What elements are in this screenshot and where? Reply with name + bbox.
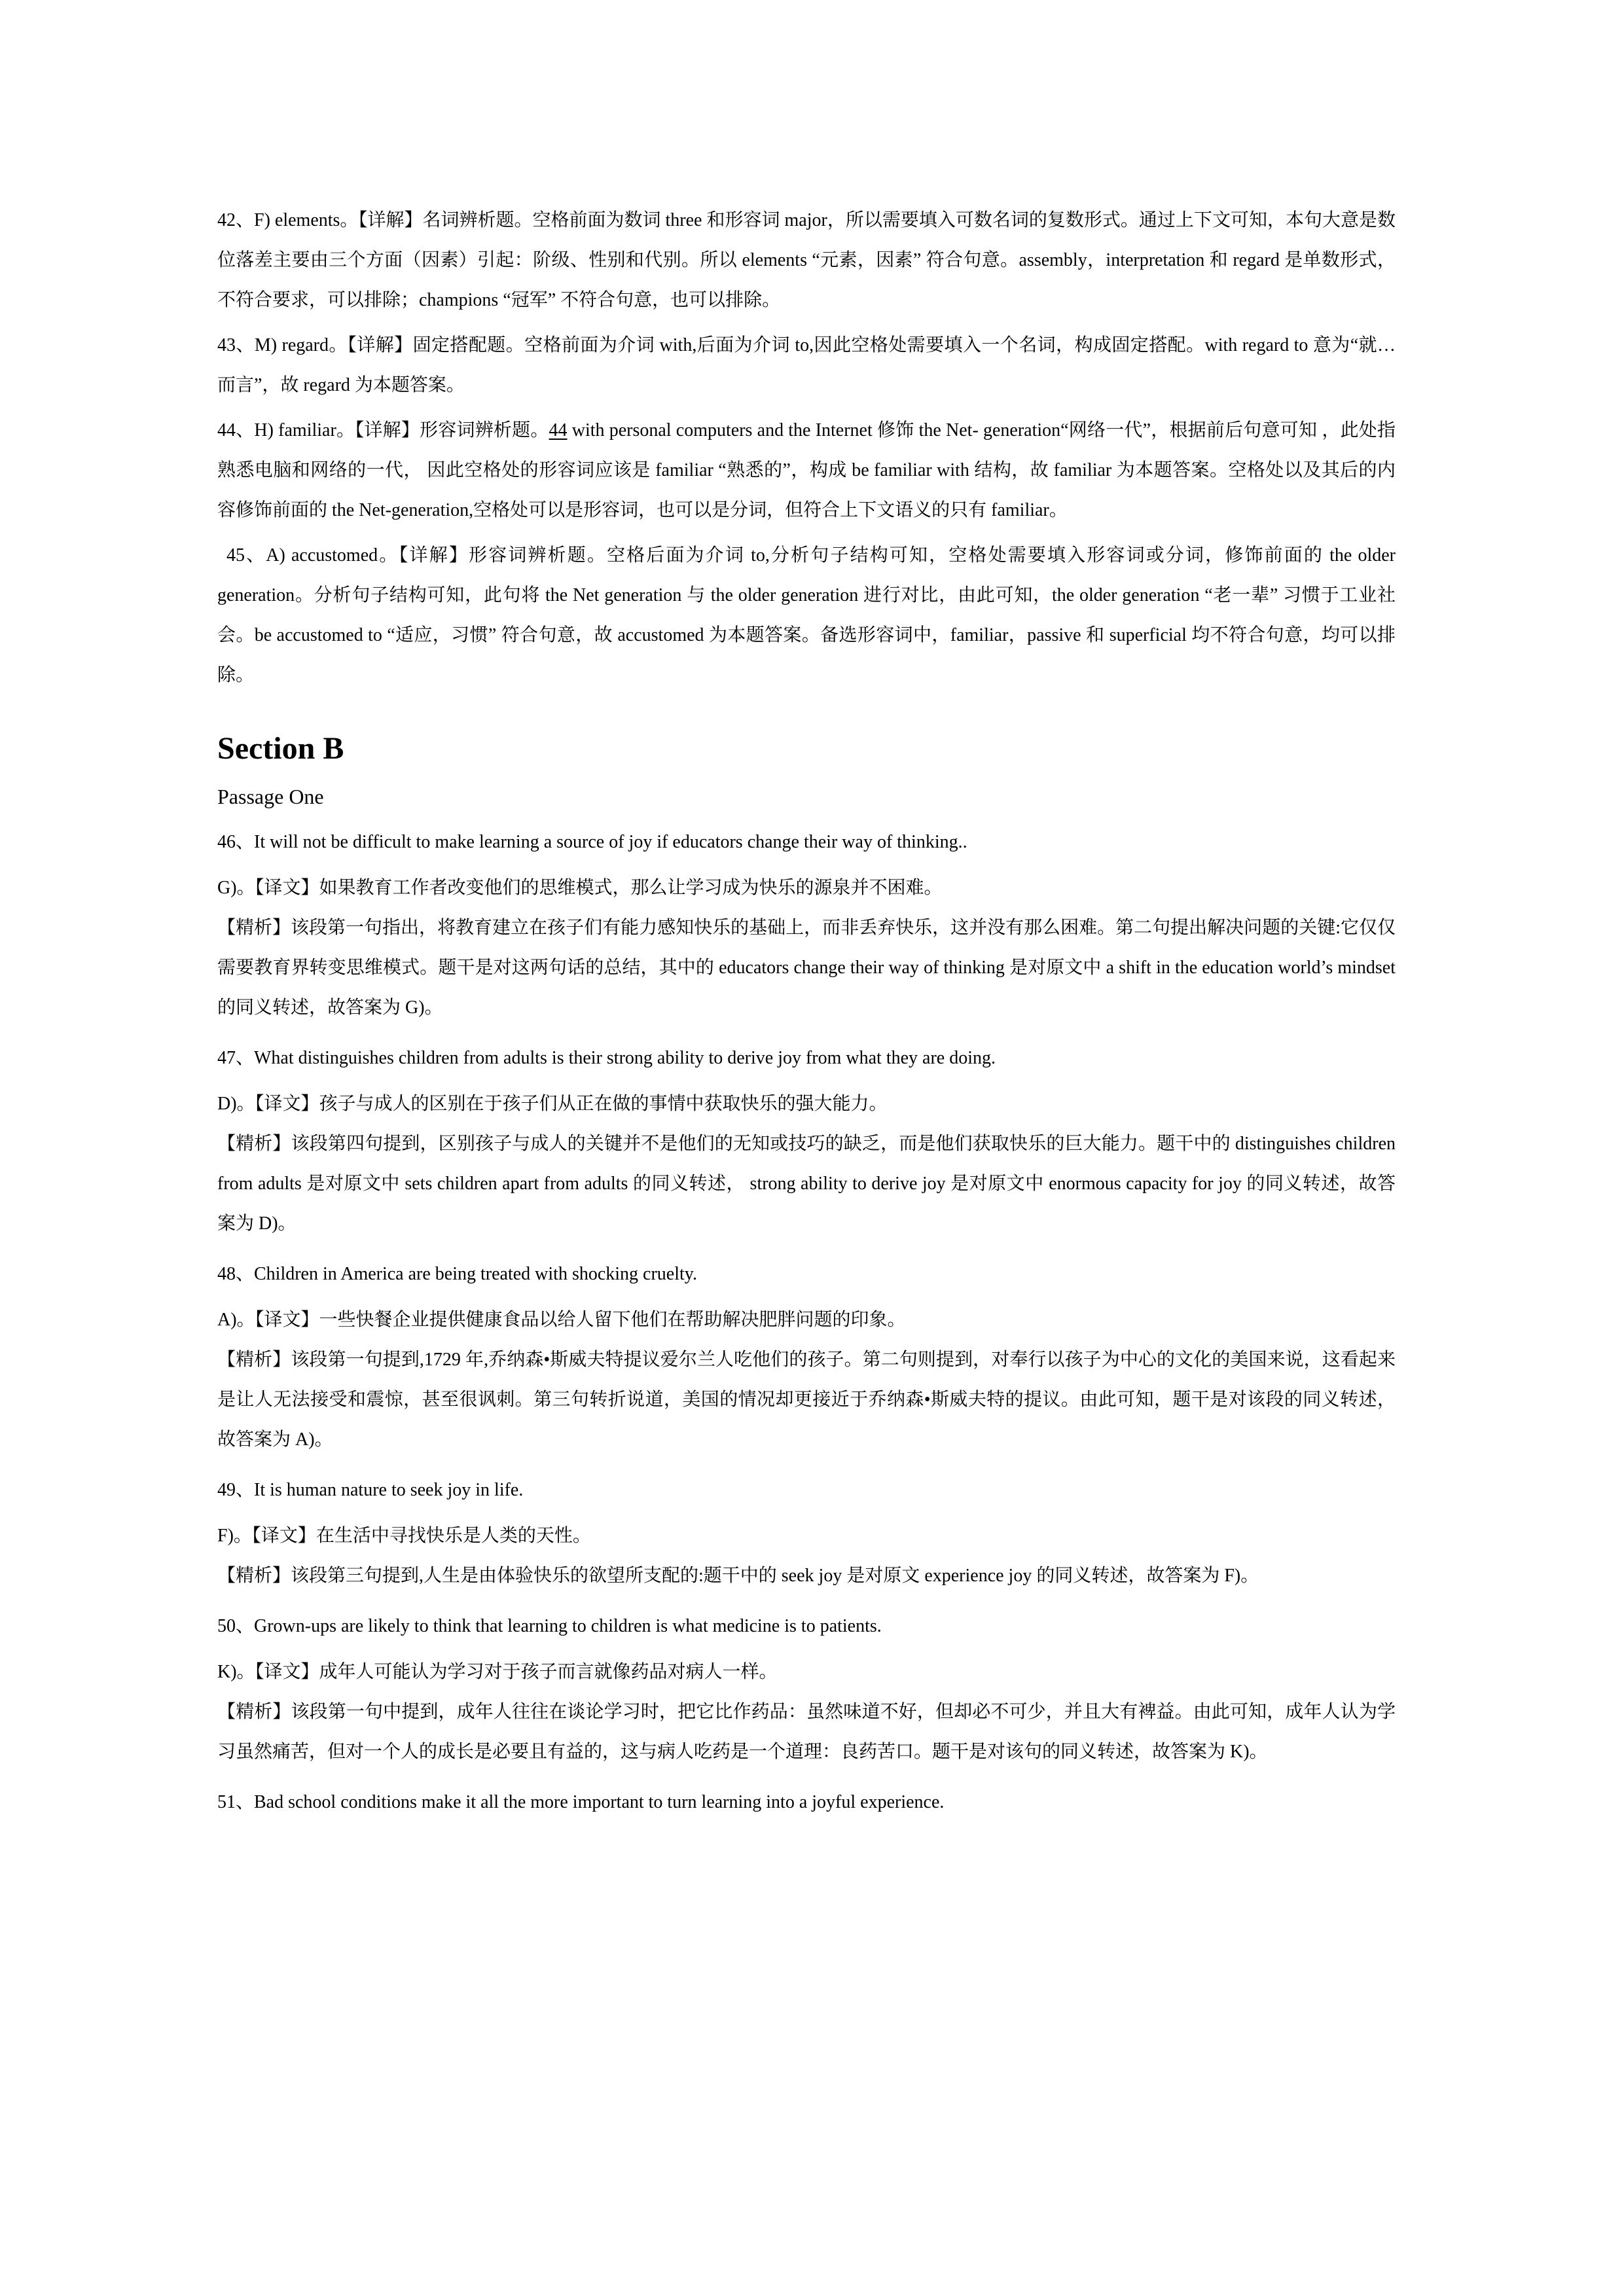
item-43-explanation: 43、M) regard。【详解】固定搭配题。空格前面为介词 with,后面为介词 to,因此空格处需要填入一个名词，构成固定搭配。with regard to 意为“就…而言”，故 regard 为本题答案。 bbox=[217, 335, 1396, 395]
q50-answer-translation: K)。【译文】成年人可能认为学习对于孩子而言就像药品对病人一样。 bbox=[217, 1662, 778, 1682]
q51-question: 51、Bad school conditions make it all the more important to turn learning into a joyful experience. bbox=[217, 1792, 945, 1812]
q48-question: 48、Children in America are being treated with shocking cruelty. bbox=[217, 1264, 697, 1284]
passage-one-label: Passage One bbox=[217, 785, 324, 808]
page-content bbox=[217, 200, 1396, 1828]
q49-analysis: 【精析】该段第三句提到,人生是由体验快乐的欲望所支配的:题干中的 seek joy 是对原文 experience joy 的同义转述，故答案为 F)。 bbox=[217, 1566, 1259, 1586]
q46-analysis: 【精析】该段第一句指出，将教育建立在孩子们有能力感知快乐的基础上，而非丢弃快乐，这并没有那么困难。第二句提出解决问题的关键:它仅仅需要教育界转变思维模式。题干是对这两句话的总结，其中的 educators change their way of thinking 是对原文中 a shift in the education world’s mindset 的同义转述，故答案为 G)。 bbox=[217, 918, 1396, 1018]
section-b-heading: Section B bbox=[217, 731, 344, 766]
q49-answer-translation: F)。【译文】在生活中寻找快乐是人类的天性。 bbox=[217, 1526, 591, 1546]
item-44-explanation bbox=[217, 410, 1396, 530]
q48-answer-translation: A)。【译文】一些快餐企业提供健康食品以给人留下他们在帮助解决肥胖问题的印象。 bbox=[217, 1310, 906, 1330]
q47-analysis: 【精析】该段第四句提到，区别孩子与成人的关键并不是他们的无知或技巧的缺乏，而是他们获取快乐的巨大能力。题干中的 distinguishes children from adults 是对原文中 sets children apart from adults 的同义转述， strong ability to derive joy 是对原文中 enormous capacity for joy 的同义转述，故答案为 D)。 bbox=[217, 1134, 1396, 1234]
q49-question: 49、It is human nature to seek joy in life. bbox=[217, 1480, 524, 1500]
item-45-explanation: 45、A) accustomed。【详解】形容词辨析题。空格后面为介词 to,分析句子结构可知，空格处需要填入形容词或分词，修饰前面的 the older generation。分析句子结构可知，此句将 the Net generation 与 the older generation 进行对比，由此可知，the older generation “老一辈” 习惯于工业社会。be accustomed to “适应，习惯” 符合句意，故 accustomed 为本题答案。备选形容词中，familiar，passive 和 superficial 均不符合句意，均可以排除。 bbox=[217, 545, 1396, 685]
item-42-explanation: 42、F) elements。【详解】名词辨析题。空格前面为数词 three 和形容词 major，所以需要填入可数名词的复数形式。通过上下文可知，本句大意是数位落差主要由三个方面（因素）引起：阶级、性别和代别。所以 elements “元素，因素” 符合句意。assembly，interpretation 和 regard 是单数形式，不符合要求，可以排除；champions “冠军” 不符合句意，也可以排除。 bbox=[217, 210, 1396, 310]
q48-analysis: 【精析】该段第一句提到,1729 年,乔纳森•斯威夫特提议爱尔兰人吃他们的孩子。第二句则提到，对奉行以孩子为中心的文化的美国来说，这看起来是让人无法接受和震惊，甚至很讽刺。第三句转折说道，美国的情况却更接近于乔纳森•斯威夫特的提议。由此可知，题干是对该段的同义转述，故答案为 A)。 bbox=[217, 1350, 1396, 1450]
q47-answer-translation: D)。【译文】孩子与成人的区别在于孩子们从正在做的事情中获取快乐的强大能力。 bbox=[217, 1094, 888, 1114]
q46-question: 46、It will not be difficult to make learning a source of joy if educators change their way of thinking.. bbox=[217, 832, 967, 852]
q50-analysis: 【精析】该段第一句中提到，成年人往往在谈论学习时，把它比作药品：虽然味道不好，但却必不可少，并且大有裨益。由此可知，成年人认为学习虽然痛苦，但对一个人的成长是必要且有益的，这与病人吃药是一个道理：良药苦口。题干是对该句的同义转述，故答案为 K)。 bbox=[217, 1702, 1396, 1762]
item-44-underlined-blank-number: 44 bbox=[549, 420, 568, 440]
q46-answer-translation: G)。【译文】如果教育工作者改变他们的思维模式，那么让学习成为快乐的源泉并不困难。 bbox=[217, 878, 943, 898]
q47-question: 47、What distinguishes children from adults is their strong ability to derive joy from what they are doing. bbox=[217, 1048, 996, 1068]
item-44-text-before: 44、H) familiar。【详解】形容词辨析题。 bbox=[217, 420, 549, 440]
q50-question: 50、Grown-ups are likely to think that learning to children is what medicine is to patients. bbox=[217, 1616, 882, 1636]
item-44-text-after: with personal computers and the Internet 修饰 the Net- generation“网络一代”，根据前后句意可知 ，此处指熟悉电脑和网络的一代， 因此空格处的形容词应该是 familiar “熟悉的”，构成 be familiar with 结构，故 familiar 为本题答案。空格处以及其后的内容修饰前面的 the Net-generation,空格处可以是形容词，也可以是分词，但符合上下文语义的只有 familiar。 bbox=[217, 420, 1396, 520]
